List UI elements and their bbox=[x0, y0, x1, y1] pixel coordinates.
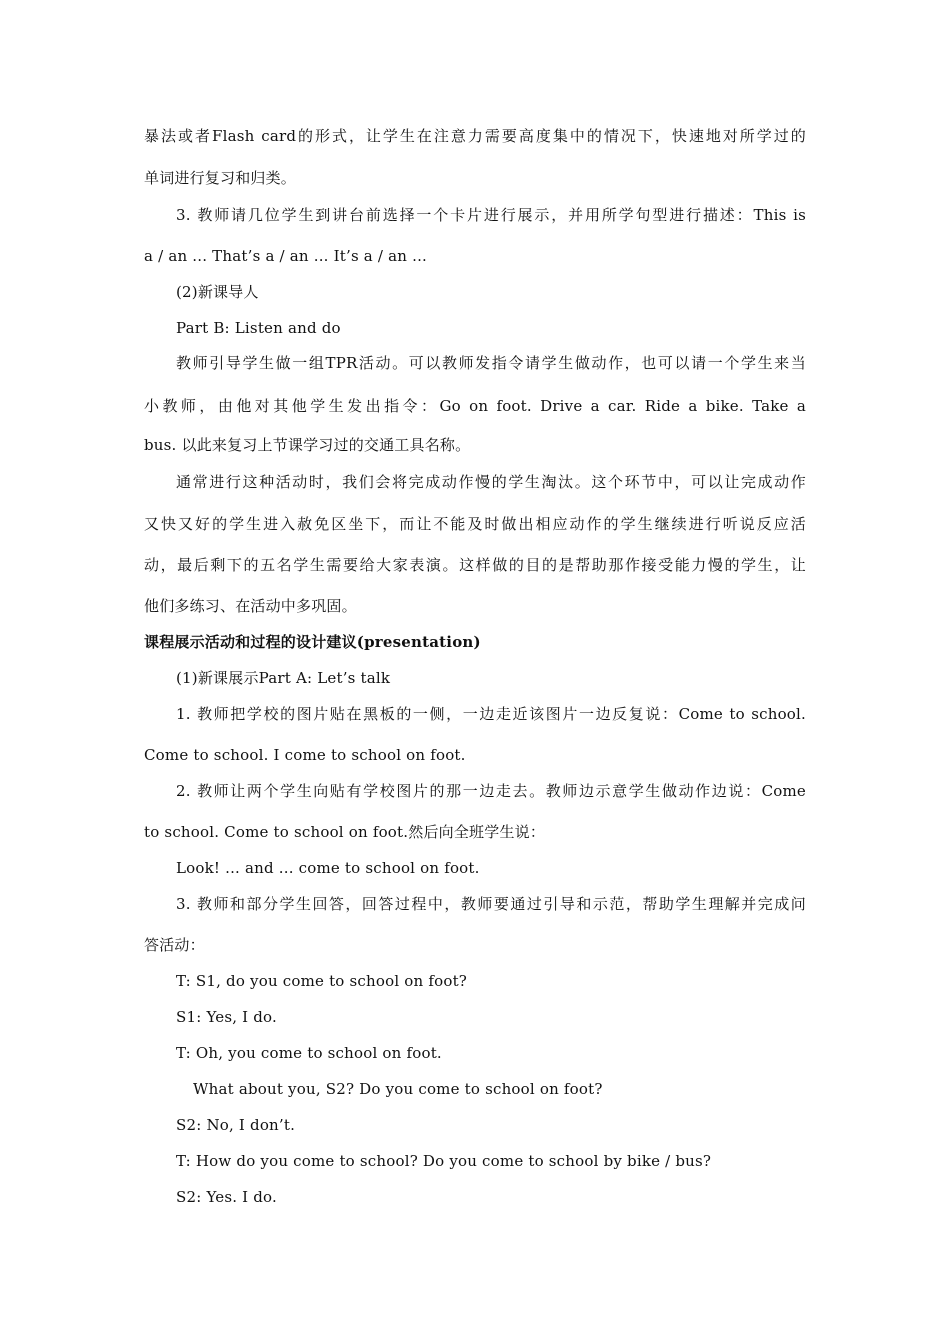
paragraph-line: Look! ... and ... come to school on foot. bbox=[176, 859, 480, 877]
section-heading: (1)新课展示Part A: Let’s talk bbox=[176, 669, 391, 687]
paragraph-line: to school. Come to school on foot.然后向全班学生说： bbox=[144, 823, 546, 841]
paragraph-line: 教师引导学生做一组TPR活动。可以教师发指令请学生做动作，也可以请一个学生来当 bbox=[176, 354, 806, 372]
paragraph-line: 单词进行复习和归类。 bbox=[144, 169, 297, 187]
paragraph-line: 3. 教师和部分学生回答，回答过程中，教师要通过引导和示范，帮助学生理解并完成问 bbox=[176, 895, 806, 913]
paragraph-line: Come to school. I come to school on foot. bbox=[144, 746, 466, 764]
part-heading: Part B: Listen and do bbox=[176, 319, 341, 337]
paragraph-line: 动，最后剩下的五名学生需要给大家表演。这样做的目的是帮助那作接受能力慢的学生，让 bbox=[144, 556, 806, 574]
paragraph-line: 答活动： bbox=[144, 936, 205, 954]
paragraph-line: 3. 教师请几位学生到讲台前选择一个卡片进行展示，并用所学句型进行描述：This is bbox=[176, 206, 806, 224]
section-heading: (2)新课导人 bbox=[176, 283, 259, 301]
paragraph-line: 1. 教师把学校的图片贴在黑板的一侧，一边走近该图片一边反复说：Come to school. bbox=[176, 705, 806, 723]
paragraph-line: 2. 教师让两个学生向贴有学校图片的那一边走去。教师边示意学生做动作边说：Come bbox=[176, 782, 806, 800]
dialogue-line: S2: Yes. I do. bbox=[176, 1188, 277, 1206]
dialogue-line: T: How do you come to school? Do you come to school by bike / bus? bbox=[176, 1152, 712, 1170]
dialogue-line: S2: No, I don’t. bbox=[176, 1116, 296, 1134]
dialogue-line: What about you, S2? Do you come to school on foot? bbox=[193, 1080, 603, 1098]
paragraph-line: 他们多练习、在活动中多巩固。 bbox=[144, 597, 357, 615]
paragraph-line: 小教师，由他对其他学生发出指令：Go on foot. Drive a car. Ride a bike. Take a bbox=[144, 397, 806, 415]
paragraph-line: a / an ... That’s a / an ... It’s a / an ... bbox=[144, 247, 428, 265]
paragraph-line: 又快又好的学生进入赦免区坐下，而让不能及时做出相应动作的学生继续进行听说反应活 bbox=[144, 515, 806, 533]
paragraph-line: 暴法或者Flash card的形式，让学生在注意力需要高度集中的情况下，快速地对所学过的 bbox=[144, 127, 806, 145]
paragraph-line: 通常进行这种活动时，我们会将完成动作慢的学生淘汰。这个环节中，可以让完成动作 bbox=[176, 473, 806, 491]
dialogue-line: S1: Yes, I do. bbox=[176, 1008, 277, 1026]
paragraph-line: bus. 以此来复习上节课学习过的交通工具名称。 bbox=[144, 436, 471, 454]
dialogue-line: T: S1, do you come to school on foot? bbox=[176, 972, 468, 990]
section-title: 课程展示活动和过程的设计建议(presentation) bbox=[144, 633, 481, 651]
dialogue-line: T: Oh, you come to school on foot. bbox=[176, 1044, 442, 1062]
